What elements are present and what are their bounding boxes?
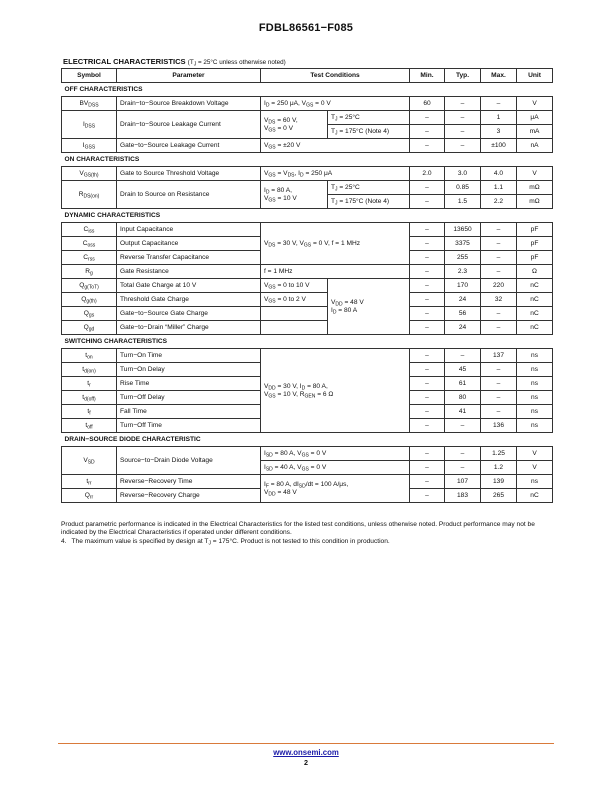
max-trr: 139 (481, 475, 517, 489)
min-rg: – (410, 265, 445, 279)
col-unit: Unit (517, 69, 553, 83)
symbol-tdoff: $t_{d(off)}$ (62, 391, 117, 405)
param-qgd: Gate−to−Drain “Miller” Charge (117, 321, 261, 335)
max-rg: – (481, 265, 517, 279)
min-idss-1: – (410, 111, 445, 125)
typ-coss: 3375 (445, 237, 481, 251)
typ-bvdss: – (445, 97, 481, 111)
page-number: 2 (304, 758, 308, 767)
cond-capacitance: $V_{DS} = 30$ V, $V_{GS} = 0$ V, f = 1 MHz (261, 223, 410, 265)
col-typ: Typ. (445, 69, 481, 83)
param-vsd: Source−to−Drain Diode Voltage (117, 447, 261, 475)
cond-qgth: $V_{GS} = 0$ to 2 V (261, 293, 328, 307)
section-on: ON CHARACTERISTICS (62, 153, 553, 167)
cond-qgs-empty (261, 307, 328, 321)
cond-vsd-2: $I_{SD} = 40$ A, $V_{GS} = 0$ V (261, 461, 410, 475)
unit-qgd: nC (517, 321, 553, 335)
symbol-idss: $I_{DSS}$ (62, 111, 117, 139)
table-row (62, 181, 553, 195)
min-toff: – (410, 419, 445, 433)
max-qgs: – (481, 307, 517, 321)
cond-qgtot: $V_{GS} = 0$ to 10 V (261, 279, 328, 293)
unit-qgth: nC (517, 293, 553, 307)
param-trr: Reverse−Recovery Time (117, 475, 261, 489)
typ-rdson-2: 1.5 (445, 195, 481, 209)
typ-qgtot: 170 (445, 279, 481, 293)
typ-vsd-1: – (445, 447, 481, 461)
max-vsd-2: 1.2 (481, 461, 517, 475)
table-row (62, 447, 553, 461)
min-bvdss: 60 (410, 97, 445, 111)
note-4-prefix: 4. The maximum value is specified by design at T (61, 537, 209, 545)
general-note: Product parametric performance is indicated in the Electrical Characteristics for the listed test conditions, unless otherwise noted. Product performance may not be indicated by the Electrical Characteristics if operated under different conditions. (61, 521, 535, 537)
max-tf: – (481, 405, 517, 419)
unit-vsd-1: V (517, 447, 553, 461)
symbol-ton: $t_{on}$ (62, 349, 117, 363)
unit-trr: ns (517, 475, 553, 489)
min-qrr: – (410, 489, 445, 503)
cond-rdson: $I_D = 80$ A, $V_{GS} = 10$ V (261, 181, 328, 209)
unit-toff: ns (517, 419, 553, 433)
table-row (62, 139, 553, 153)
cond-idss-175: $T_J = 175^\circ C$ (Note 4) (328, 125, 410, 139)
symbol-tr: $t_r$ (62, 377, 117, 391)
symbol-rg: $R_g$ (62, 265, 117, 279)
max-rdson-2: 2.2 (481, 195, 517, 209)
table-row (62, 307, 553, 321)
col-parameter: Parameter (117, 69, 261, 83)
min-idss-2: – (410, 125, 445, 139)
unit-tdoff: ns (517, 391, 553, 405)
param-coss: Output Capacitance (117, 237, 261, 251)
table-header-row (62, 69, 553, 83)
param-ciss: Input Capacitance (117, 223, 261, 237)
max-tdon: – (481, 363, 517, 377)
min-rdson-2: – (410, 195, 445, 209)
max-coss: – (481, 237, 517, 251)
min-tf: – (410, 405, 445, 419)
param-bvdss: Drain−to−Source Breakdown Voltage (117, 97, 261, 111)
cond-rg: f = 1 MHz (261, 265, 410, 279)
cond-switching: $V_{DD} = 30$ V, $I_D = 80$ A, $V_{GS} = 10$ V, $R_{GEN} = 6$ Ω (261, 349, 410, 433)
symbol-tdon: $t_{d(on)}$ (62, 363, 117, 377)
unit-qrr: nC (517, 489, 553, 503)
min-crss: – (410, 251, 445, 265)
typ-vgsth: 3.0 (445, 167, 481, 181)
unit-igss: nA (517, 139, 553, 153)
unit-tdon: ns (517, 363, 553, 377)
param-rdson: Drain to Source on Resistance (117, 181, 261, 209)
table-row (62, 349, 553, 363)
min-vsd-2: – (410, 461, 445, 475)
symbol-rdson: $R_{DS(on)}$ (62, 181, 117, 209)
param-vgsth: Gate to Source Threshold Voltage (117, 167, 261, 181)
symbol-toff: $t_{off}$ (62, 419, 117, 433)
symbol-vgsth: $V_{GS(th)}$ (62, 167, 117, 181)
max-vsd-1: 1.25 (481, 447, 517, 461)
typ-ciss: 13650 (445, 223, 481, 237)
min-qgth: – (410, 293, 445, 307)
typ-rg: 2.3 (445, 265, 481, 279)
cond-vsd-1: $I_{SD} = 80$ A, $V_{GS} = 0$ V (261, 447, 410, 461)
min-igss: – (410, 139, 445, 153)
min-qgtot: – (410, 279, 445, 293)
typ-igss: – (445, 139, 481, 153)
max-tdoff: – (481, 391, 517, 405)
unit-coss: pF (517, 237, 553, 251)
max-qgth: 32 (481, 293, 517, 307)
electrical-characteristics-table (61, 68, 553, 503)
max-tr: – (481, 377, 517, 391)
typ-vsd-2: – (445, 461, 481, 475)
symbol-trr: $t_{rr}$ (62, 475, 117, 489)
min-rdson-1: – (410, 181, 445, 195)
footnotes (61, 521, 553, 546)
table-row (62, 321, 553, 335)
max-crss: – (481, 251, 517, 265)
typ-qgd: 24 (445, 321, 481, 335)
max-vgsth: 4.0 (481, 167, 517, 181)
max-qgd: – (481, 321, 517, 335)
caption-title: ELECTRICAL CHARACTERISTICS (63, 57, 186, 66)
param-tdoff: Turn−Off Delay (117, 391, 261, 405)
cond-gate-charge: $V_{DD} = 48$ V $I_D = 80$ A (328, 279, 410, 335)
cond-rdson-175: $T_J = 175^\circ C$ (Note 4) (328, 195, 410, 209)
cond-qgd-empty (261, 321, 328, 335)
min-tdon: – (410, 363, 445, 377)
col-max: Max. (481, 69, 517, 83)
typ-qgth: 24 (445, 293, 481, 307)
max-bvdss: – (481, 97, 517, 111)
max-qgtot: 220 (481, 279, 517, 293)
section-dynamic: DYNAMIC CHARACTERISTICS (62, 209, 553, 223)
symbol-qgs: $Q_{gs}$ (62, 307, 117, 321)
max-idss-1: 1 (481, 111, 517, 125)
cond-bvdss: $I_D = 250$ μA, $V_{GS} = 0$ V (261, 97, 410, 111)
symbol-igss: $I_{GSS}$ (62, 139, 117, 153)
unit-crss: pF (517, 251, 553, 265)
table-row (62, 223, 553, 237)
section-diode: DRAIN−SOURCE DIODE CHARACTERISTIC (62, 433, 553, 447)
param-qrr: Reverse−Recovery Charge (117, 489, 261, 503)
typ-idss-2: – (445, 125, 481, 139)
min-ciss: – (410, 223, 445, 237)
col-symbol: Symbol (62, 69, 117, 83)
unit-idss-2: mA (517, 125, 553, 139)
unit-rdson-1: mΩ (517, 181, 553, 195)
symbol-bvdss: $BV_{DSS}$ (62, 97, 117, 111)
symbol-qgtot: $Q_{g(ToT)}$ (62, 279, 117, 293)
typ-qrr: 183 (445, 489, 481, 503)
min-qgd: – (410, 321, 445, 335)
symbol-qrr: $Q_{rr}$ (62, 489, 117, 503)
website-link[interactable]: www.onsemi.com (273, 748, 339, 757)
table-row (62, 111, 553, 125)
param-idss: Drain−to−Source Leakage Current (117, 111, 261, 139)
param-tf: Fall Time (117, 405, 261, 419)
typ-tdon: 45 (445, 363, 481, 377)
cond-idss-25: $T_J = 25^\circ C$ (328, 111, 410, 125)
unit-tr: ns (517, 377, 553, 391)
note-4: 4. The maximum value is specified by design at $T_J = 175^\circ C$. Product is not tested to this condition in production. (61, 537, 390, 547)
unit-tf: ns (517, 405, 553, 419)
cond-igss: $V_{GS} = \pm 20$ V (261, 139, 410, 153)
unit-rg: Ω (517, 265, 553, 279)
table-row (62, 167, 553, 181)
typ-trr: 107 (445, 475, 481, 489)
cond-recovery: $I_F = 80$ A, $dI_{SD}/dt = 100$ A/μs, $V_{DD} = 48$ V (261, 475, 410, 503)
param-toff: Turn−Off Time (117, 419, 261, 433)
cond-idss: $V_{DS} = 60$ V, $V_{GS} = 0$ V (261, 111, 328, 139)
unit-qgtot: nC (517, 279, 553, 293)
table-row (62, 97, 553, 111)
typ-tf: 41 (445, 405, 481, 419)
max-qrr: 265 (481, 489, 517, 503)
section-off: OFF CHARACTERISTICS (62, 83, 553, 97)
cond-rdson-25: $T_J = 25^\circ C$ (328, 181, 410, 195)
footer-divider (58, 743, 554, 744)
min-trr: – (410, 475, 445, 489)
typ-tdoff: 80 (445, 391, 481, 405)
param-rg: Gate Resistance (117, 265, 261, 279)
col-test-conditions: Test Conditions (261, 69, 410, 83)
param-ton: Turn−On Time (117, 349, 261, 363)
param-tdon: Turn−On Delay (117, 363, 261, 377)
unit-qgs: nC (517, 307, 553, 321)
typ-rdson-1: 0.85 (445, 181, 481, 195)
param-qgth: Threshold Gate Charge (117, 293, 261, 307)
symbol-ciss: $C_{iss}$ (62, 223, 117, 237)
table-row (62, 279, 553, 293)
symbol-tf: $t_f$ (62, 405, 117, 419)
min-qgs: – (410, 307, 445, 321)
table-row (62, 265, 553, 279)
param-crss: Reverse Transfer Capacitance (117, 251, 261, 265)
min-vsd-1: – (410, 447, 445, 461)
unit-rdson-2: mΩ (517, 195, 553, 209)
max-ton: 137 (481, 349, 517, 363)
max-ciss: – (481, 223, 517, 237)
param-qgs: Gate−to−Source Gate Charge (117, 307, 261, 321)
typ-toff: – (445, 419, 481, 433)
table-row (62, 475, 553, 489)
param-tr: Rise Time (117, 377, 261, 391)
max-toff: 136 (481, 419, 517, 433)
symbol-vsd: $V_{SD}$ (62, 447, 117, 475)
unit-idss-1: μA (517, 111, 553, 125)
unit-ton: ns (517, 349, 553, 363)
table-row (62, 293, 553, 307)
max-rdson-1: 1.1 (481, 181, 517, 195)
min-coss: – (410, 237, 445, 251)
typ-qgs: 56 (445, 307, 481, 321)
col-min: Min. (410, 69, 445, 83)
unit-vgsth: V (517, 167, 553, 181)
unit-vsd-2: V (517, 461, 553, 475)
min-ton: – (410, 349, 445, 363)
param-igss: Gate−to−Source Leakage Current (117, 139, 261, 153)
note-4-suffix: = 175°C. Product is not tested to this condition in production. (210, 537, 390, 545)
document-header: FDBL86561−F085 (258, 22, 354, 34)
typ-idss-1: – (445, 111, 481, 125)
max-igss: ±100 (481, 139, 517, 153)
param-qgtot: Total Gate Charge at 10 V (117, 279, 261, 293)
symbol-qgth: $Q_{g(th)}$ (62, 293, 117, 307)
typ-tr: 61 (445, 377, 481, 391)
min-tdoff: – (410, 391, 445, 405)
symbol-coss: $C_{oss}$ (62, 237, 117, 251)
symbol-crss: $C_{rss}$ (62, 251, 117, 265)
unit-ciss: pF (517, 223, 553, 237)
cond-vgsth: $V_{GS} = V_{DS}$, $I_D = 250$ μA (261, 167, 410, 181)
caption-condition: ($T_J = 25^\circ C$ unless otherwise noted) (187, 59, 286, 68)
symbol-qgd: $Q_{gd}$ (62, 321, 117, 335)
min-vgsth: 2.0 (410, 167, 445, 181)
min-tr: – (410, 377, 445, 391)
table-caption (63, 57, 286, 66)
typ-ton: – (445, 349, 481, 363)
section-switching: SWITCHING CHARACTERISTICS (62, 335, 553, 349)
typ-crss: 255 (445, 251, 481, 265)
max-idss-2: 3 (481, 125, 517, 139)
unit-bvdss: V (517, 97, 553, 111)
